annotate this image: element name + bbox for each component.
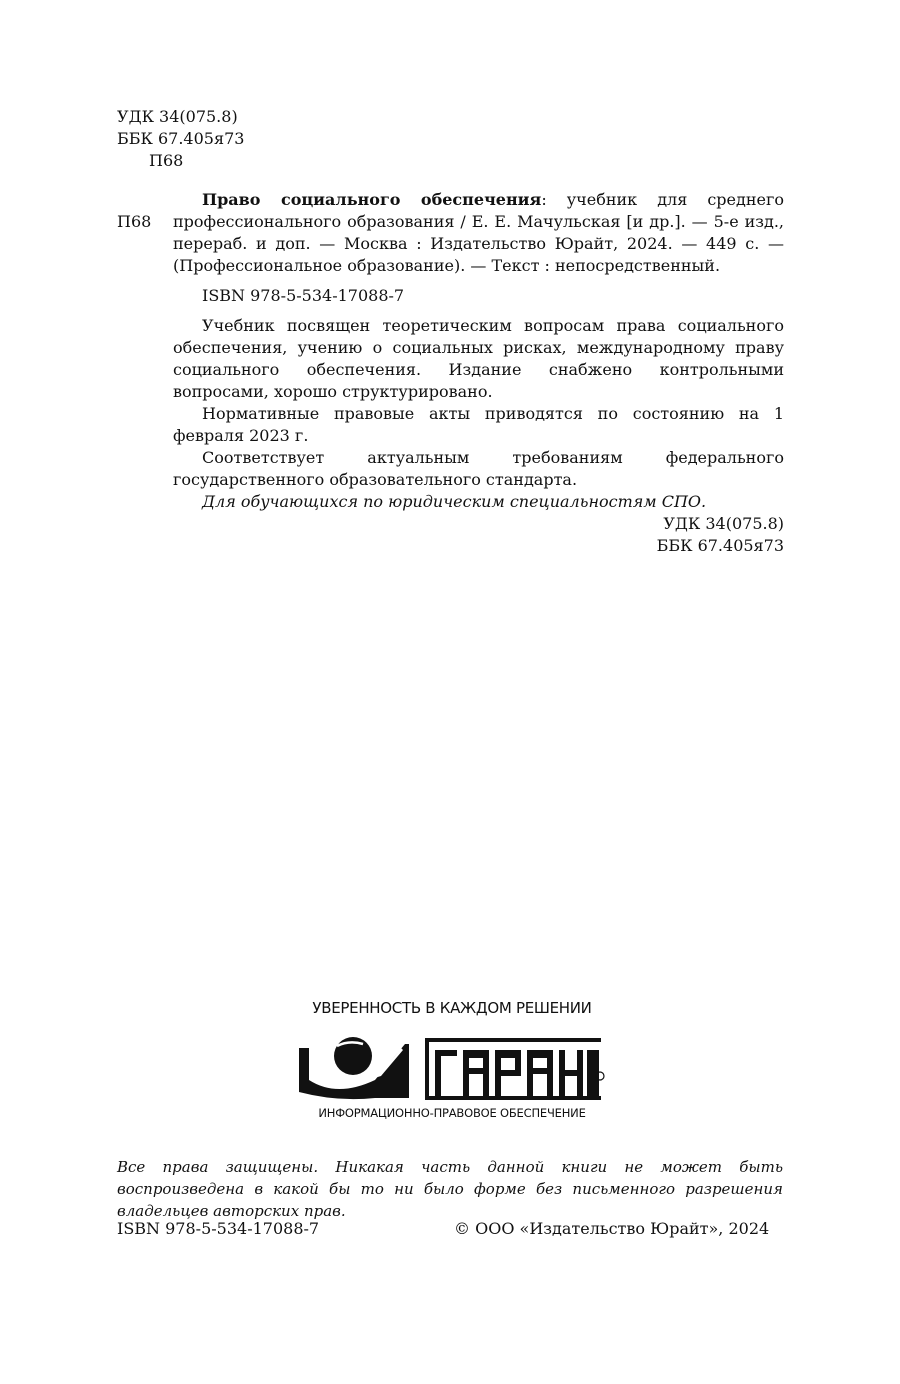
audience-note: Для обучающихся по юридическим специальностям СПО. <box>202 492 707 511</box>
abstract-paragraph-2: Нормативные правовые акты приводятся по состоянию на 1 февраля 2023 г. <box>173 404 784 445</box>
garant-subtitle: ИНФОРМАЦИОННО-ПРАВОВОЕ ОБЕСПЕЧЕНИЕ <box>318 1106 586 1120</box>
description-text: : учебник для среднего профессионального образования / Е. Е. Мачульская [и др.]. — 5-е изд., перераб. и доп. — Москва : Издательство Юрайт, 2024. — 449 с. — (Профессиональное образование). — Текст : непосредственный. <box>173 190 784 275</box>
rights-text: Все права защищены. Никакая часть данной книги не может быть воспроизведена в какой бы то ни было форме без письменного разрешения владельцев авторских прав. <box>117 1158 783 1220</box>
rights-notice <box>117 1156 783 1222</box>
author-mark-left: П68 <box>117 212 152 231</box>
bibliographic-record <box>173 189 784 557</box>
garant-emblem-icon <box>299 1037 409 1099</box>
bbk-code: ББК 67.405я73 <box>117 129 245 148</box>
footer-isbn: ISBN 978-5-534-17088-7 <box>117 1219 320 1238</box>
isbn-line: ISBN 978-5-534-17088-7 <box>202 286 405 305</box>
bibliographic-description <box>173 189 784 277</box>
garant-slogan: УВЕРЕННОСТЬ В КАЖДОМ РЕШЕНИИ <box>312 999 592 1017</box>
udk-bbk-block <box>117 106 244 172</box>
udk-code: УДК 34(075.8) <box>117 107 238 126</box>
bbk-right: ББК 67.405я73 <box>656 536 784 555</box>
udk-right: УДК 34(075.8) <box>663 514 784 533</box>
author-mark: П68 <box>149 151 184 170</box>
abstract-paragraph-1: Учебник посвящен теоретическим вопросам права социального обеспечения, учению о социальных рисках, международному праву социального обеспечения. Издание снабжено контрольными вопросами, хорошо структурировано. <box>173 316 784 401</box>
garant-logo <box>297 1036 607 1102</box>
garant-wordmark <box>425 1038 604 1100</box>
abstract-paragraph-3: Соответствует актуальным требованиям федерального государственного образовательного стандарта. <box>173 448 784 489</box>
copyright: © ООО «Издательство Юрайт», 2024 <box>454 1219 770 1238</box>
book-title: Право социального обеспечения <box>202 190 542 209</box>
